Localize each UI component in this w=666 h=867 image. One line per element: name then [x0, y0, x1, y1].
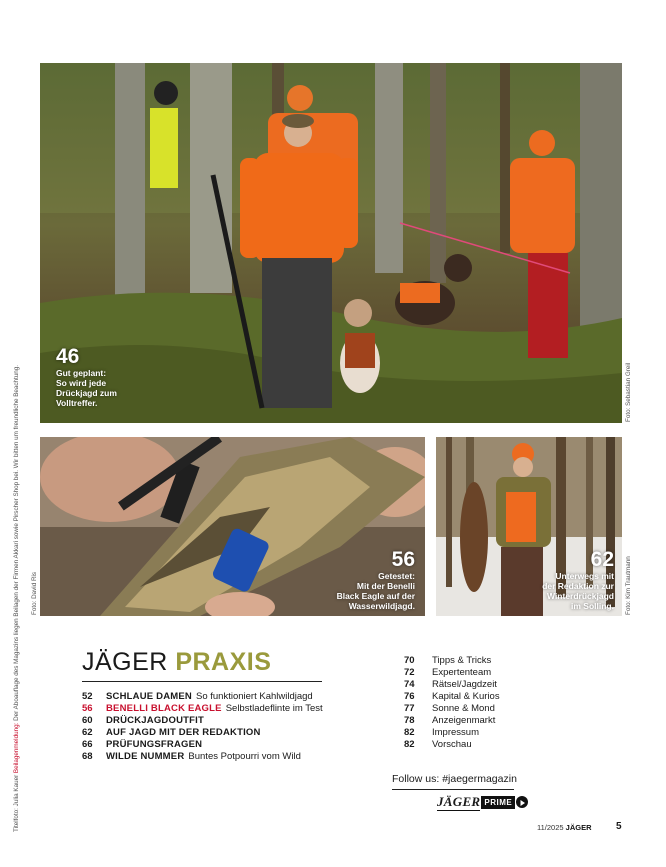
toc-right-item[interactable]	[404, 715, 495, 727]
follow-underline	[392, 789, 514, 790]
toc-item[interactable]	[82, 715, 204, 727]
toc-title: DRÜCKJAGDOUTFIT	[106, 715, 204, 726]
caption-line: Black Eagle auf der	[336, 591, 415, 601]
toc-item-highlighted[interactable]	[82, 703, 323, 715]
section-title	[82, 648, 271, 676]
section-title-bold: PRAXIS	[175, 648, 272, 676]
caption-line: Unterwegs mit	[555, 571, 614, 581]
side-note-highlight: Beilagenmeldung:	[13, 722, 20, 774]
caption-page-number: 62	[590, 548, 614, 571]
toc-right-item[interactable]	[404, 727, 479, 739]
caption-line: So wird jede	[56, 378, 107, 388]
toc-page: 74	[404, 679, 415, 690]
toc-title: Rätsel/Jagdzeit	[432, 679, 497, 690]
toc-item[interactable]	[82, 691, 313, 703]
photo-credit-left: Foto: David Ris	[31, 571, 38, 615]
toc-page: 56	[82, 703, 93, 714]
toc-right-item[interactable]	[404, 655, 491, 667]
toc-title: SCHLAUE DAMEN	[106, 691, 192, 702]
side-note-text: Der Aboauflage des Magazins liegen Beilagen der Firmen Akkari sowie Pirscher Shop bei. Wir bitten um freundliche Beachtung.	[13, 364, 20, 721]
caption-line: der Redaktion zur	[542, 581, 614, 591]
footer	[537, 823, 592, 832]
toc-right-item[interactable]	[404, 667, 491, 679]
caption-line: Mit der Benelli	[356, 581, 415, 591]
caption-line: Volltreffer.	[56, 398, 98, 408]
caption-page-number: 46	[56, 345, 80, 368]
toc-page: 60	[82, 715, 93, 726]
toc-page: 77	[404, 703, 415, 714]
toc-title: AUF JAGD MIT DER REDAKTION	[106, 727, 261, 738]
play-icon	[516, 796, 528, 808]
toc-page: 66	[82, 739, 93, 750]
caption-line: im Solling.	[571, 601, 614, 611]
toc-title: Impressum	[432, 727, 479, 738]
toc-page: 68	[82, 751, 93, 762]
title-underline	[82, 681, 322, 682]
right-photo-caption	[474, 549, 614, 611]
toc-title: Kapital & Kurios	[432, 691, 500, 702]
toc-item[interactable]	[82, 751, 301, 763]
toc-page: 52	[82, 691, 93, 702]
toc-page: 78	[404, 715, 415, 726]
toc-title: PRÜFUNGSFRAGEN	[106, 739, 203, 750]
photo-credit-right: Foto: Kim Trautmann	[625, 556, 632, 615]
footer-issue: 11/2025	[537, 823, 564, 832]
toc-title: BENELLI BLACK EAGLE	[106, 703, 222, 714]
toc-subtitle: Selbstladeflinte im Test	[225, 703, 323, 714]
toc-right-item[interactable]	[404, 679, 497, 691]
right-photo	[436, 437, 622, 616]
caption-line: Winterdrückjagd	[547, 591, 614, 601]
toc-page: 62	[82, 727, 93, 738]
toc-page: 72	[404, 667, 415, 678]
caption-line: Drückjagd zum	[56, 388, 117, 398]
toc-right-item[interactable]	[404, 691, 500, 703]
logo-word: JÄGER	[437, 793, 481, 809]
caption-line: Wasserwildjagd.	[348, 601, 415, 611]
follow-us[interactable]	[392, 773, 517, 785]
toc-item[interactable]	[82, 727, 261, 739]
follow-handle: #jaegermagazin	[442, 773, 517, 785]
left-photo	[40, 437, 425, 616]
top-photo	[40, 63, 622, 423]
toc-subtitle: So funktioniert Kahlwildjagd	[196, 691, 313, 702]
logo-suffix: PRIME	[481, 796, 515, 809]
caption-line: Getestet:	[378, 571, 415, 581]
caption-line: Gut geplant:	[56, 368, 107, 378]
toc-page: 82	[404, 727, 415, 738]
photo-credit-top: Foto: Sebastian Greil	[625, 362, 632, 422]
side-note-cover-credit: Titelfoto: Julia Kauer	[13, 774, 20, 832]
toc-title: Anzeigenmarkt	[432, 715, 496, 726]
toc-right-item[interactable]	[404, 703, 495, 715]
page-number: 5	[616, 821, 622, 832]
toc-page: 82	[404, 739, 415, 750]
toc-page: 76	[404, 691, 415, 702]
side-note	[13, 365, 20, 832]
toc-page: 70	[404, 655, 415, 666]
top-photo-caption	[56, 346, 176, 408]
footer-magazine: JÄGER	[565, 823, 592, 832]
toc-title: Expertenteam	[432, 667, 492, 678]
toc-title: Sonne & Mond	[432, 703, 495, 714]
section-title-light: JÄGER	[82, 648, 168, 676]
follow-label: Follow us:	[392, 773, 440, 785]
jaeger-prime-logo[interactable]	[437, 794, 528, 810]
toc-title: Tipps & Tricks	[432, 655, 492, 666]
toc-subtitle: Buntes Potpourri vom Wild	[188, 751, 301, 762]
left-photo-caption	[265, 549, 415, 611]
toc-title: WILDE NUMMER	[106, 751, 185, 762]
toc-item[interactable]	[82, 739, 202, 751]
caption-page-number: 56	[391, 548, 415, 571]
toc-title: Vorschau	[432, 739, 472, 750]
toc-right-item[interactable]	[404, 739, 472, 751]
